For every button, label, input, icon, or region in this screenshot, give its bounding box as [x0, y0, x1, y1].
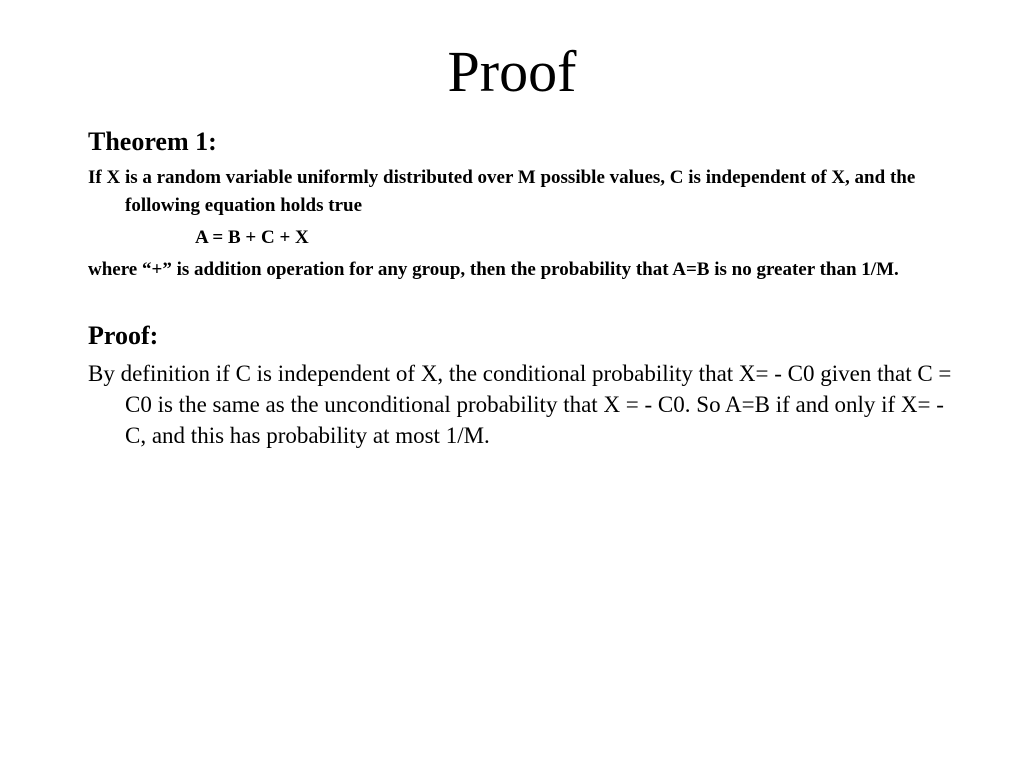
proof-body: By definition if C is independent of X, the conditional probability that X= - C0 given that C = C0 is the same as the unconditional probability that X = - C0. So A=B if and only if X= - C, and this has probability at most 1/M.	[88, 361, 952, 448]
theorem-equation: A = B + C + X	[195, 227, 309, 248]
slide-title: Proof	[447, 39, 577, 104]
theorem-conclusion: where “+” is addition operation for any group, then the probability that A=B is no greater than 1/M.	[88, 259, 899, 280]
theorem-heading: Theorem 1:	[88, 127, 217, 156]
slide-content	[88, 126, 952, 451]
theorem-statement: If X is a random variable uniformly distributed over M possible values, C is independent of X, and the following equation holds true	[88, 167, 916, 216]
proof-heading: Proof:	[88, 321, 159, 350]
